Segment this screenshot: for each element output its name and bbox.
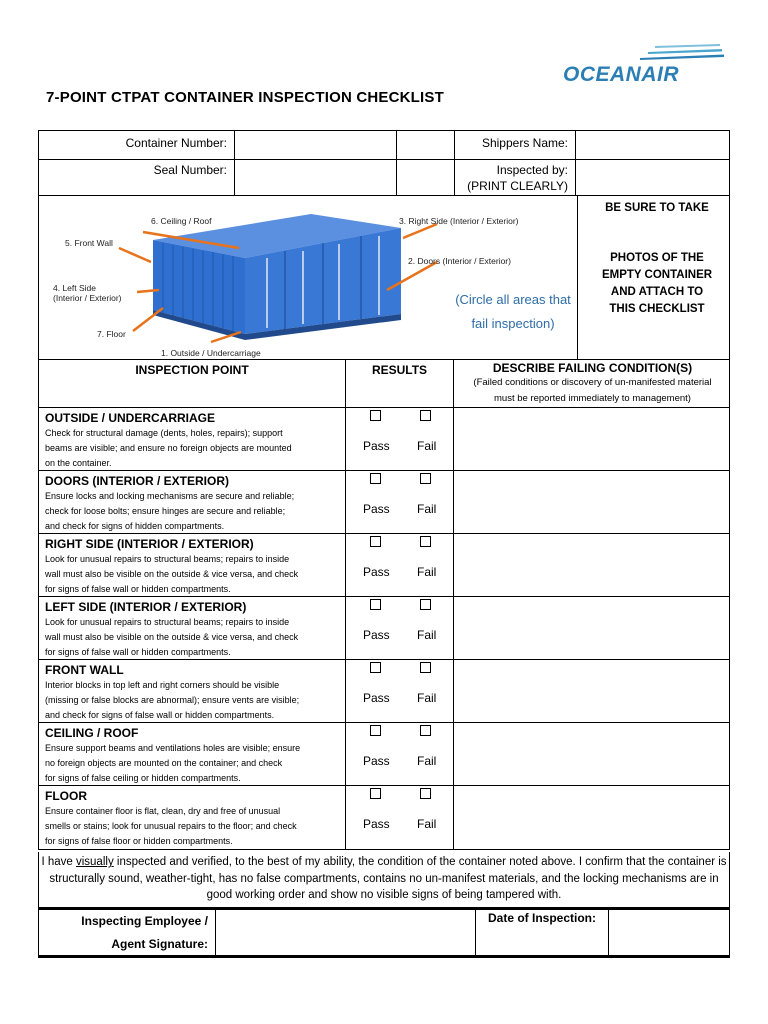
failing-condition-field[interactable] xyxy=(454,723,731,785)
col-inspection-point: INSPECTION POINT xyxy=(39,360,346,407)
inspection-point-description: and check for signs of false wall or hidden compartments. xyxy=(45,710,275,720)
photo-note xyxy=(587,250,727,318)
fail-label: Fail xyxy=(417,439,437,453)
inspection-point-description: Ensure container floor is flat, clean, dry and free of unusual xyxy=(45,806,281,816)
inspection-point-title: DOORS (INTERIOR / EXTERIOR) xyxy=(45,474,230,488)
signature-row xyxy=(38,908,730,956)
col-describe-sub1: (Failed conditions or discovery of un-manifested material xyxy=(473,377,712,388)
inspection-point-description: for signs of false wall or hidden compartments. xyxy=(45,584,231,594)
inspected-by-label-cell xyxy=(455,160,576,196)
circle-note-line2: fail inspection) xyxy=(471,316,555,331)
callout-left-side xyxy=(53,283,122,303)
pass-label: Pass xyxy=(363,565,390,579)
inspection-row xyxy=(39,408,729,471)
callout-ceiling: 6. Ceiling / Roof xyxy=(151,216,212,226)
inspected-by-hint: (PRINT CLEARLY) xyxy=(467,179,568,193)
fail-checkbox[interactable] xyxy=(420,599,431,610)
fail-checkbox[interactable] xyxy=(420,788,431,799)
failing-condition-field[interactable] xyxy=(454,534,731,596)
fail-label: Fail xyxy=(417,565,437,579)
inspection-point-cell xyxy=(39,534,346,596)
header-fields xyxy=(38,130,730,196)
inspection-row xyxy=(39,471,729,534)
fail-label: Fail xyxy=(417,754,437,768)
inspection-row xyxy=(39,786,729,849)
pass-checkbox[interactable] xyxy=(370,410,381,421)
fail-checkbox[interactable] xyxy=(420,410,431,421)
photo-note-line2: PHOTOS OF THE xyxy=(610,252,704,264)
pass-checkbox[interactable] xyxy=(370,725,381,736)
inspection-point-title: RIGHT SIDE (INTERIOR / EXTERIOR) xyxy=(45,537,254,551)
inspection-point-description: wall must also be visible on the outside & vice versa, and check xyxy=(45,569,299,579)
results-cell xyxy=(346,597,454,659)
photo-note-line4: AND ATTACH TO xyxy=(610,286,704,298)
fail-checkbox[interactable] xyxy=(420,536,431,547)
failing-condition-field[interactable] xyxy=(454,471,731,533)
inspection-point-title: OUTSIDE / UNDERCARRIAGE xyxy=(45,411,216,425)
callout-doors: 2. Doors (Interior / Exterior) xyxy=(408,256,511,266)
employee-label-line2: Agent Signature: xyxy=(111,937,208,951)
inspection-point-description: for signs of false ceiling or hidden compartments. xyxy=(45,773,241,783)
failing-condition-field[interactable] xyxy=(454,597,731,659)
inspection-point-description: smells or stains; look for unusual repairs to the floor; and check xyxy=(45,821,297,831)
logo-text: OCEANAIR xyxy=(563,63,680,86)
inspection-point-title: FLOOR xyxy=(45,789,87,803)
fail-checkbox[interactable] xyxy=(420,725,431,736)
container-number-field[interactable] xyxy=(235,131,397,160)
fail-checkbox[interactable] xyxy=(420,473,431,484)
date-of-inspection-field[interactable] xyxy=(609,910,729,956)
cert-text-post: inspected and verified, to the best of my ability, the condition of the container noted above. I confirm that the container is structurally sound, weather-tight, has no false compartments, contains no un-manifest materials, and the locking mechanisms are in good working order and show no visible signs of being tampered with. xyxy=(49,856,727,901)
inspection-point-title: LEFT SIDE (INTERIOR / EXTERIOR) xyxy=(45,600,247,614)
inspection-point-description: Interior blocks in top left and right corners should be visible xyxy=(45,680,280,690)
inspection-point-description: and check for signs of hidden compartments. xyxy=(45,521,225,531)
pass-label: Pass xyxy=(363,502,390,516)
container-diagram-section xyxy=(38,196,730,359)
fail-label: Fail xyxy=(417,502,437,516)
failing-condition-field[interactable] xyxy=(454,786,731,849)
pass-checkbox[interactable] xyxy=(370,599,381,610)
photo-note-line5: THIS CHECKLIST xyxy=(609,303,705,315)
inspection-point-description: for signs of false floor or hidden compartments. xyxy=(45,836,233,846)
employee-signature-label xyxy=(39,910,216,956)
callout-left-side-label: 4. Left Side xyxy=(53,283,97,293)
inspection-point-description: (missing or false blocks are abnormal); ensure vents are visible; xyxy=(45,695,300,705)
inspection-point-description: Ensure support beams and ventilations holes are visible; ensure xyxy=(45,743,301,753)
col-describe-title: DESCRIBE FAILING CONDITION(S) xyxy=(492,361,693,375)
results-cell xyxy=(346,471,454,533)
col-results: RESULTS xyxy=(346,360,454,407)
fail-label: Fail xyxy=(417,817,437,831)
seal-number-label: Seal Number: xyxy=(39,160,235,196)
pass-label: Pass xyxy=(363,817,390,831)
photo-note-line3: EMPTY CONTAINER xyxy=(601,269,713,281)
inspection-row xyxy=(39,723,729,786)
pass-label: Pass xyxy=(363,628,390,642)
shippers-name-field[interactable] xyxy=(576,131,730,160)
pass-checkbox[interactable] xyxy=(370,473,381,484)
shippers-name-label: Shippers Name: xyxy=(455,131,576,160)
inspection-row xyxy=(39,534,729,597)
inspection-point-cell xyxy=(39,471,346,533)
inspection-table xyxy=(38,359,730,850)
results-cell xyxy=(346,660,454,722)
inspection-row xyxy=(39,597,729,660)
results-cell xyxy=(346,723,454,785)
inspection-table-header xyxy=(39,360,729,408)
certification-statement xyxy=(38,852,730,908)
inspection-point-description: beams are visible; and ensure no foreign objects are mounted xyxy=(45,443,292,453)
pass-checkbox[interactable] xyxy=(370,788,381,799)
inspected-by-field[interactable] xyxy=(576,160,730,196)
inspection-point-cell xyxy=(39,597,346,659)
inspection-rows xyxy=(39,408,729,849)
container-number-label: Container Number: xyxy=(39,131,235,160)
circle-note xyxy=(443,288,583,336)
inspection-point-description: Look for unusual repairs to structural beams; repairs to inside xyxy=(45,554,290,564)
col-describe-sub2: must be reported immediately to management) xyxy=(494,393,691,404)
pass-label: Pass xyxy=(363,439,390,453)
employee-label-line1: Inspecting Employee / xyxy=(81,914,208,928)
pass-checkbox[interactable] xyxy=(370,662,381,673)
col-describe xyxy=(454,360,731,407)
callout-outside: 1. Outside / Undercarriage xyxy=(161,348,261,358)
inspection-point-cell xyxy=(39,723,346,785)
inspection-point-description: for signs of false wall or hidden compartments. xyxy=(45,647,231,657)
container-number-field-extra[interactable] xyxy=(397,131,455,160)
inspection-point-description: Ensure locks and locking mechanisms are secure and reliable; xyxy=(45,491,295,501)
failing-condition-field[interactable] xyxy=(454,660,731,722)
results-cell xyxy=(346,534,454,596)
inspection-point-cell xyxy=(39,408,346,470)
photo-note-heading: BE SURE TO TAKE xyxy=(605,202,709,214)
inspection-point-description: on the container. xyxy=(45,458,112,468)
inspection-point-title: FRONT WALL xyxy=(45,663,124,677)
fail-label: Fail xyxy=(417,691,437,705)
bottom-rule xyxy=(38,956,730,958)
date-of-inspection-label: Date of Inspection: xyxy=(476,910,609,956)
inspection-point-cell xyxy=(39,786,346,849)
fail-checkbox[interactable] xyxy=(420,662,431,673)
inspection-point-description: Check for structural damage (dents, holes, repairs); support xyxy=(45,428,283,438)
inspection-point-description: check for loose bolts; ensure hinges are secure and reliable; xyxy=(45,506,286,516)
results-cell xyxy=(346,408,454,470)
inspection-point-cell xyxy=(39,660,346,722)
results-cell xyxy=(346,786,454,849)
inspection-row xyxy=(39,660,729,723)
cert-text-pre: I have xyxy=(41,856,76,868)
inspection-point-title: CEILING / ROOF xyxy=(45,726,139,740)
pass-label: Pass xyxy=(363,754,390,768)
inspection-point-description: no foreign objects are mounted on the container; and check xyxy=(45,758,283,768)
pass-label: Pass xyxy=(363,691,390,705)
inspected-by-label: Inspected by: xyxy=(496,163,568,177)
callout-front-wall: 5. Front Wall xyxy=(65,238,113,248)
callout-left-side-sub: (Interior / Exterior) xyxy=(53,293,122,303)
failing-condition-field[interactable] xyxy=(454,408,731,470)
callout-right-side: 3. Right Side (Interior / Exterior) xyxy=(399,216,519,226)
cert-text-underlined: visually xyxy=(75,856,114,868)
page-title: 7-POINT CTPAT CONTAINER INSPECTION CHECKLIST xyxy=(46,89,444,106)
fail-label: Fail xyxy=(417,628,437,642)
seal-number-field-extra[interactable] xyxy=(397,160,455,196)
picture-divider xyxy=(577,196,578,359)
employee-signature-field[interactable] xyxy=(216,910,476,956)
pass-checkbox[interactable] xyxy=(370,536,381,547)
circle-note-line1: (Circle all areas that xyxy=(455,292,571,307)
inspection-point-description: wall must also be visible on the outside & vice versa, and check xyxy=(45,632,299,642)
inspection-point-description: Look for unusual repairs to structural beams; repairs to inside xyxy=(45,617,290,627)
seal-number-field[interactable] xyxy=(235,160,397,196)
callout-floor: 7. Floor xyxy=(97,329,126,339)
oceanair-logo xyxy=(560,42,725,90)
